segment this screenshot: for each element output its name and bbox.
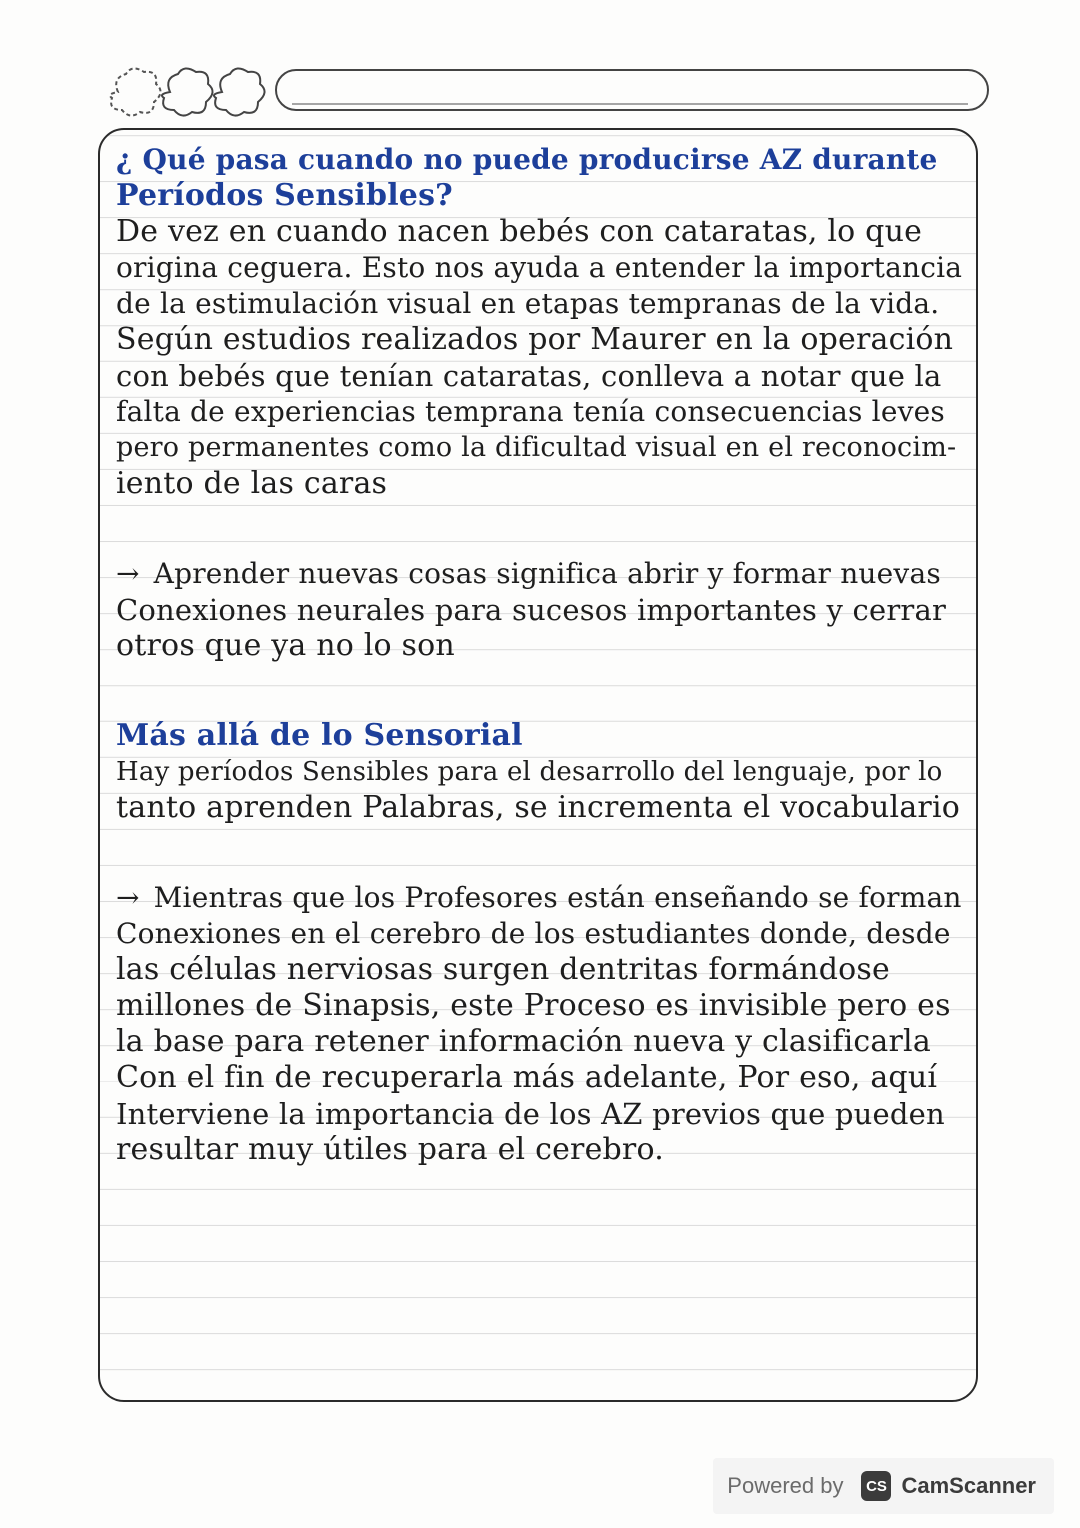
camscanner-brand: CamScanner (901, 1473, 1036, 1498)
paragraph4-line-7: Interviene la importancia de los AZ previos que pueden (116, 1097, 945, 1131)
paragraph1-line-2: origina ceguera. Esto nos ayuda a entender la importancia (116, 251, 963, 284)
flower-doodle-icon (162, 68, 213, 115)
spacer (116, 502, 966, 538)
paragraph4-text-1: Mientras que los Profesores están enseñando se forman (153, 881, 962, 914)
header-decoration (108, 62, 998, 122)
paragraph3-line-1: Hay períodos Sensibles para el desarrollo del lenguaje, por lo (116, 757, 943, 787)
paragraph4-line-6: Con el fin de recuperarla más adelante, Por eso, aquí (116, 1060, 938, 1095)
paragraph4-line-1 (116, 880, 966, 916)
paragraph4-line-2: Conexiones en el cerebro de los estudiantes donde, desde (116, 917, 951, 950)
powered-by-text: Powered by (727, 1473, 844, 1498)
spacer (116, 700, 966, 718)
notes-frame (98, 128, 978, 1402)
notes-content (116, 142, 966, 1168)
paragraph1-line-6: falta de experiencias temprana tenía consecuencias leves (116, 395, 945, 428)
spacer (116, 538, 966, 556)
paragraph2-text-1: Aprender nuevas cosas significa abrir y formar nuevas (153, 557, 941, 590)
camscanner-logo-icon: CS (861, 1471, 891, 1501)
paragraph4-line-3: las células nerviosas surgen dentritas formándose (116, 952, 890, 987)
paragraph2-line-1 (116, 556, 966, 592)
paragraph1-line-5: con bebés que tenían cataratas, conlleva a notar que la (116, 359, 942, 393)
paragraph2-line-3: otros que ya no lo son (116, 628, 455, 663)
spacer (116, 664, 966, 700)
paragraph4-line-5: la base para retener información nueva y clasificarla (116, 1024, 931, 1059)
heading-line-1: ¿ Qué pasa cuando no puede producirse AZ durante (116, 143, 938, 176)
section-heading: Más allá de lo Sensorial (116, 718, 523, 753)
paragraph1-line-4: Según estudios realizados por Maurer en la operación (116, 322, 954, 357)
paragraph1-line-1: De vez en cuando nacen bebés con cataratas, lo que (116, 214, 923, 249)
paragraph4-line-4: millones de Sinapsis, este Proceso es invisible pero es (116, 988, 951, 1023)
arrow-bullet-icon: → (116, 557, 140, 590)
flower-doodle-icon (110, 68, 161, 115)
heading-line-2: Períodos Sensibles? (116, 178, 453, 213)
paragraph4-line-8: resultar muy útiles para el cerebro. (116, 1132, 664, 1167)
spacer (116, 862, 966, 880)
flower-doodle-icon (214, 68, 265, 115)
arrow-bullet-icon: → (116, 881, 140, 914)
paragraph2-line-2: Conexiones neurales para sucesos importantes y cerrar (116, 593, 947, 627)
paragraph1-line-7: pero permanentes como la dificultad visual en el reconocim- (116, 432, 957, 463)
paragraph1-line-3: de la estimulación visual en etapas tempranas de la vida. (116, 287, 940, 320)
camscanner-watermark (713, 1458, 1054, 1514)
paragraph1-line-8: iento de las caras (116, 466, 388, 501)
paragraph3-line-2: tanto aprenden Palabras, se incrementa el vocabulario (116, 790, 961, 825)
spacer (116, 826, 966, 862)
